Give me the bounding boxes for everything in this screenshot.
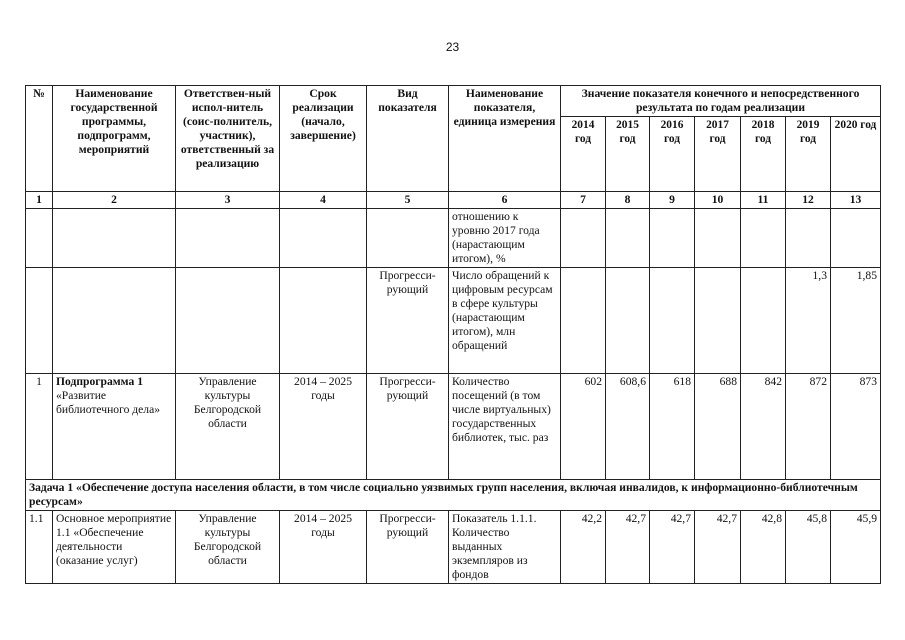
row-value [606,268,650,374]
row-name [53,268,176,374]
column-number: 6 [449,192,561,209]
row-name-bold: Подпрограмма 1 [56,375,143,388]
row-indicator: Количество посещений (в том числе виртуальных) государственных библиотек, тыс. раз [449,374,561,480]
row-term: 2014 – 2025 годы [280,511,367,584]
column-number: 2 [53,192,176,209]
header-name: Наименование государственной программы, подпрограмм, мероприятий [53,86,176,192]
header-year: 2020 год [831,117,881,192]
row-value [741,209,786,268]
header-values-group: Значение показателя конечного и непосредственного результата по годам реализации [561,86,881,117]
row-no [26,209,53,268]
row-no: 1 [26,374,53,480]
row-value: 42,2 [561,511,606,584]
header-type: Вид показателя [367,86,449,192]
row-value [695,268,741,374]
row-value: 42,8 [741,511,786,584]
row-responsible: Управление культуры Белгородской области [176,511,280,584]
column-number: 13 [831,192,881,209]
row-value: 618 [650,374,695,480]
column-number: 8 [606,192,650,209]
header-year: 2019 год [786,117,831,192]
row-value: 842 [741,374,786,480]
row-no [26,268,53,374]
row-value: 45,8 [786,511,831,584]
row-value: 688 [695,374,741,480]
table-row [26,374,881,480]
table-row [26,209,881,268]
column-number: 4 [280,192,367,209]
row-term: 2014 – 2025 годы [280,374,367,480]
row-name [53,209,176,268]
column-numbers-row [26,192,881,209]
header-year: 2014 год [561,117,606,192]
column-number: 3 [176,192,280,209]
header-no: № [26,86,53,192]
row-value [561,268,606,374]
row-value [831,209,881,268]
row-value [561,209,606,268]
header-indicator: Наименование показателя, единица измерения [449,86,561,192]
row-value: 602 [561,374,606,480]
row-value: 42,7 [650,511,695,584]
row-responsible [176,209,280,268]
row-value [606,209,650,268]
column-number: 1 [26,192,53,209]
indicators-table [25,85,881,584]
row-value: 42,7 [695,511,741,584]
row-value: 608,6 [606,374,650,480]
row-value: 42,7 [606,511,650,584]
row-value: 1,85 [831,268,881,374]
row-value: 1,3 [786,268,831,374]
row-responsible [176,268,280,374]
table-row [26,268,881,374]
header-year: 2015 год [606,117,650,192]
row-value: 872 [786,374,831,480]
header-year: 2018 год [741,117,786,192]
column-number: 7 [561,192,606,209]
row-value: 873 [831,374,881,480]
header-row [26,86,881,117]
row-indicator: отношению к уровню 2017 года (нарастающим итогом), % [449,209,561,268]
row-value [741,268,786,374]
column-number: 10 [695,192,741,209]
row-type: Прогресси-рующий [367,374,449,480]
row-term [280,268,367,374]
row-type: Прогресси-рующий [367,511,449,584]
header-year: 2017 год [695,117,741,192]
row-value [695,209,741,268]
row-type [367,209,449,268]
row-term [280,209,367,268]
row-name: Основное мероприятие 1.1 «Обеспечение деятельности (оказание услуг) [53,511,176,584]
task-text: Задача 1 «Обеспечение доступа населения области, в том числе социально уязвимых групп населения, включая инвалидов, к информационно-библиотечным ресурсам» [26,480,881,511]
task-row [26,480,881,511]
row-name-rest: «Развитие библиотечного дела» [56,389,161,416]
column-number: 12 [786,192,831,209]
row-value: 45,9 [831,511,881,584]
column-number: 9 [650,192,695,209]
header-year: 2016 год [650,117,695,192]
row-indicator: Число обращений к цифровым ресурсам в сфере культуры (нарастающим итогом), млн обращений [449,268,561,374]
row-no: 1.1 [26,511,53,584]
row-type: Прогресси-рующий [367,268,449,374]
row-indicator: Показатель 1.1.1. Количество выданных экземпляров из фондов [449,511,561,584]
row-value [786,209,831,268]
column-number: 11 [741,192,786,209]
row-responsible: Управление культуры Белгородской области [176,374,280,480]
page-number: 23 [445,40,460,54]
column-number: 5 [367,192,449,209]
header-term: Срок реализации (начало, завершение) [280,86,367,192]
table-row [26,511,881,584]
row-value [650,268,695,374]
header-responsible: Ответствен-ный испол-нитель (соис-полнитель, участник), ответственный за реализацию [176,86,280,192]
row-value [650,209,695,268]
row-name [53,374,176,480]
